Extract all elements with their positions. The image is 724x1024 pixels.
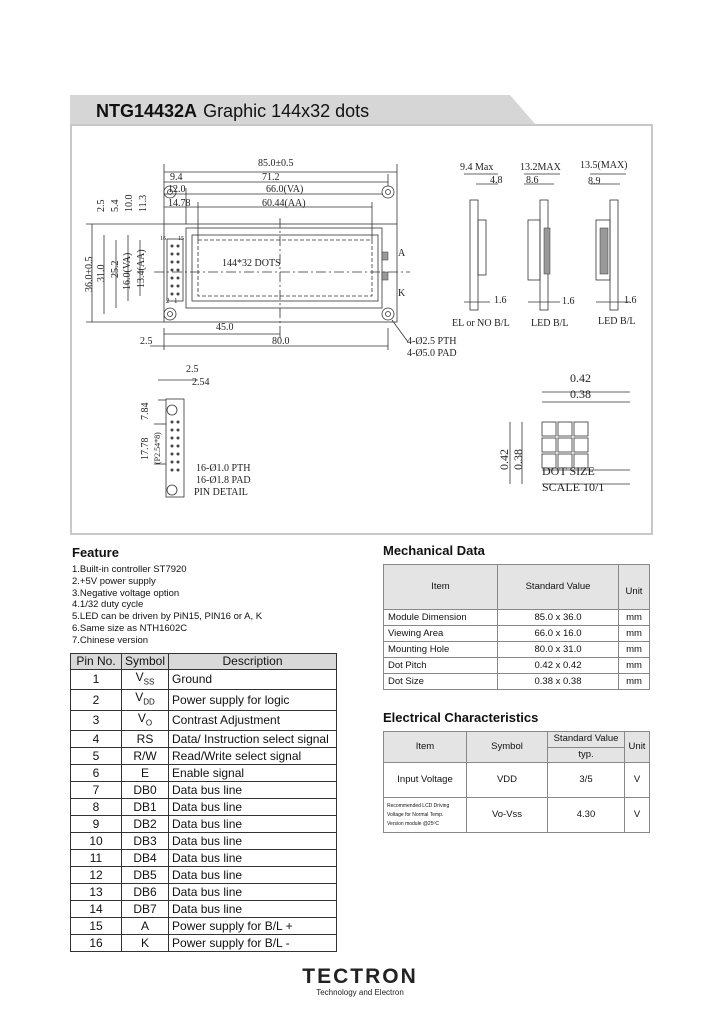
pin-number-cell: 4 [71, 731, 122, 748]
elec-symbol-header: Symbol [467, 732, 548, 763]
side1-bottom: 1.6 [494, 295, 507, 306]
pin-symbol: DB6 [133, 884, 157, 899]
pin-number-cell: 10 [71, 833, 122, 850]
pin-symbol: R/W [133, 748, 157, 763]
pin-table [70, 653, 337, 952]
pin-symbol-cell [122, 799, 169, 816]
pin-symbol: E [141, 765, 150, 780]
brand-logo [290, 966, 430, 997]
mech-value-cell: 80.0 x 31.0 [498, 642, 619, 658]
side1-max: 9.4 Max [460, 162, 494, 173]
pin-symbol-cell [122, 833, 169, 850]
mechanical-table [383, 564, 650, 690]
elec-unit-cell: V [625, 798, 650, 833]
pin-description-cell: Read/Write select signal [169, 748, 337, 765]
pin-symbol-cell [122, 918, 169, 935]
side3-sub: 8.9 [588, 176, 601, 187]
mech-value-cell: 0.42 x 0.42 [498, 658, 619, 674]
pin-table-header [71, 654, 337, 670]
mech-item-cell: Mounting Hole [384, 642, 498, 658]
mechanical-table-body [384, 610, 650, 690]
pin-number-cell: 6 [71, 765, 122, 782]
pin-detail-dim-b: 2.54 [192, 377, 210, 388]
table-row [71, 901, 337, 918]
pin-symbol-subscript: O [145, 718, 153, 728]
side2-max: 13.2MAX [520, 162, 561, 173]
mech-value-cell: 66.0 x 16.0 [498, 626, 619, 642]
elec-typ-header: typ. [548, 747, 625, 763]
table-row [384, 798, 650, 833]
pin-number-cell: 9 [71, 816, 122, 833]
feature-item: 3.Negative voltage option [72, 587, 180, 599]
pin-number-cell: 7 [71, 782, 122, 799]
elec-symbol-cell: VDD [467, 763, 548, 798]
pin-symbol-cell [122, 690, 169, 710]
pin-symbol-cell [122, 935, 169, 952]
table-row [71, 782, 337, 799]
pin-description-cell: Power supply for B/L + [169, 918, 337, 935]
table-row [71, 710, 337, 730]
pin-label-1: 1 [174, 297, 178, 305]
mech-unit-cell: mm [619, 610, 650, 626]
feature-item: 2.+5V power supply [72, 575, 156, 587]
pin-description-cell: Data bus line [169, 850, 337, 867]
pin-number-cell: 16 [71, 935, 122, 952]
pin-detail-dim-e: (P2.54*8) [153, 432, 162, 464]
viewing-area [192, 235, 378, 301]
pin-description-cell: Contrast Adjustment [169, 710, 337, 730]
pin-description-cell: Ground [169, 670, 337, 690]
pin-description-cell: Data/ Instruction select signal [169, 731, 337, 748]
mech-unit-cell: mm [619, 674, 650, 690]
pin-label-15: 15 [178, 236, 184, 242]
holes-pad: 4-Ø5.0 PAD [407, 348, 457, 359]
table-row [71, 867, 337, 884]
pin-no-header: Pin No. [71, 654, 122, 670]
pin-description-cell: Data bus line [169, 833, 337, 850]
pin-symbol: V [137, 710, 146, 725]
pin-symbol: DB0 [133, 782, 157, 797]
model-name: NTG14432A [96, 101, 198, 121]
feature-item: 7.Chinese version [72, 634, 149, 646]
feature-item: 1.Built-in controller ST7920 [72, 564, 187, 575]
pin-description-cell: Data bus line [169, 884, 337, 901]
pin-number-cell: 8 [71, 799, 122, 816]
dot-size-caption: DOT SIZE [542, 464, 595, 478]
mech-unit-header: Unit [619, 565, 650, 610]
pin-symbol-cell [122, 765, 169, 782]
side1-caption: EL or NO B/L [452, 318, 510, 329]
electrical-heading: Electrical Characteristics [383, 710, 539, 725]
side2-caption: LED B/L [531, 318, 569, 329]
pin-detail-dim-d: 17.78 [140, 437, 151, 460]
mech-item-header: Item [384, 565, 498, 610]
table-row [384, 763, 650, 798]
elec-item-cell [384, 798, 467, 833]
pcb-outline [164, 224, 397, 322]
table-row [71, 918, 337, 935]
dim-va-width: 66.0(VA) [266, 184, 304, 195]
brand-tagline: Technology and Electron [316, 988, 404, 997]
pin-symbol-cell [122, 901, 169, 918]
pin-symbol: DB4 [133, 850, 157, 865]
table-row [71, 833, 337, 850]
pin-symbol: K [141, 935, 150, 950]
model-subtitle: Graphic 144x32 dots [203, 101, 370, 121]
pin-table-body [71, 670, 337, 952]
elec-unit-cell: V [625, 763, 650, 798]
mech-item-cell: Dot Pitch [384, 658, 498, 674]
mech-value-header: Standard Value [498, 565, 619, 610]
pin-symbol-cell [122, 670, 169, 690]
side1-sub: 4.8 [490, 175, 503, 186]
mech-value-cell: 0.38 x 0.38 [498, 674, 619, 690]
elec-item-line: Recommended LCD Driving [387, 802, 450, 809]
pin-symbol-cell [122, 816, 169, 833]
pin-number-cell: 14 [71, 901, 122, 918]
page-title [96, 100, 369, 122]
dim-top-b: 5.4 [110, 199, 121, 212]
table-row [71, 731, 337, 748]
pin-symbol-subscript: SS [143, 677, 155, 687]
mech-unit-cell: mm [619, 642, 650, 658]
electrical-table [383, 731, 650, 833]
dot-dim-left2: 0.38 [511, 449, 525, 470]
electrical-header-row-1 [384, 732, 650, 748]
dot-scale-caption: SCALE 10/1 [542, 480, 605, 494]
pin-description-cell: Data bus line [169, 816, 337, 833]
side2-bottom: 1.6 [562, 296, 575, 307]
dim-hole-vpitch: 31.0 [96, 264, 107, 282]
table-row [71, 799, 337, 816]
pin-symbol: DB1 [133, 799, 157, 814]
dot-dim-top1: 0.42 [570, 371, 591, 385]
dim-aa-height: 13.4(AA) [136, 249, 147, 288]
pin-description-cell: Enable signal [169, 765, 337, 782]
table-row [384, 626, 650, 642]
pin-detail-pth: 16-Ø1.0 PTH [196, 463, 251, 474]
display-label: 144*32 DOTS [222, 258, 281, 269]
pin-description-cell: Data bus line [169, 867, 337, 884]
pin-description-cell: Power supply for B/L - [169, 935, 337, 952]
side3-bottom: 1.6 [624, 295, 637, 306]
elec-symbol-cell: Vo-Vss [467, 798, 548, 833]
dim-bezel-height: 25.2 [110, 260, 121, 278]
pin-symbol-subscript: DD [143, 697, 155, 707]
pin-symbol: DB3 [133, 833, 157, 848]
pin-detail-pad: 16-Ø1.8 PAD [196, 475, 251, 486]
pin-label-2: 2 [166, 297, 170, 305]
pin-symbol: DB5 [133, 867, 157, 882]
pin-detail-dim-c: 7.84 [140, 402, 151, 420]
table-row [71, 850, 337, 867]
label-cathode: K [398, 288, 406, 299]
pin-symbol-cell [122, 710, 169, 730]
table-row [71, 935, 337, 952]
table-row [384, 610, 650, 626]
table-row [71, 884, 337, 901]
pin-number-cell: 12 [71, 867, 122, 884]
feature-item: 5.LED can be driven by PiN15, PIN16 or A, K [72, 611, 263, 623]
table-row [384, 658, 650, 674]
dim-va-height: 16.0(VA) [122, 252, 133, 290]
pin-number-cell: 15 [71, 918, 122, 935]
elec-item-cell: Input Voltage [384, 763, 467, 798]
dot-dim-left1: 0.42 [497, 449, 511, 470]
dim-bezel-width: 71.2 [262, 172, 280, 183]
mech-value-cell: 85.0 x 36.0 [498, 610, 619, 626]
elec-value-cell: 4.30 [548, 798, 625, 833]
dot-dim-top2: 0.38 [570, 387, 591, 401]
elec-item-line: Voltage for Normal Temp. [387, 811, 444, 818]
pin-symbol-cell [122, 782, 169, 799]
pin-symbol-cell [122, 731, 169, 748]
table-row [71, 670, 337, 690]
pin-description-cell: Data bus line [169, 901, 337, 918]
pin-number-cell: 3 [71, 710, 122, 730]
table-row [71, 748, 337, 765]
pin-detail-caption: PIN DETAIL [194, 487, 248, 498]
pin-detail-dim-a: 2.5 [186, 364, 199, 375]
mech-item-cell: Viewing Area [384, 626, 498, 642]
label-anode: A [398, 248, 406, 259]
feature-list [72, 564, 262, 647]
pin-description-cell: Data bus line [169, 799, 337, 816]
dim-edge-offset: 2.5 [140, 336, 153, 347]
pin-number-cell: 11 [71, 850, 122, 867]
dim-top-d: 11.3 [138, 194, 149, 212]
dim-overall-width: 85.0±0.5 [258, 158, 294, 169]
mech-item-cell: Module Dimension [384, 610, 498, 626]
pin-symbol: DB2 [133, 816, 157, 831]
pin-number-cell: 1 [71, 670, 122, 690]
elec-std-header: Standard Value [548, 732, 625, 748]
mech-item-cell: Dot Size [384, 674, 498, 690]
pin-symbol-cell [122, 850, 169, 867]
table-row [384, 642, 650, 658]
dim-hole-pitch: 80.0 [272, 336, 290, 347]
pin-symbol-cell [122, 884, 169, 901]
pin-symbol-cell [122, 748, 169, 765]
mechanical-table-header [384, 565, 650, 610]
pin-symbol-cell [122, 867, 169, 884]
pin-symbol: V [135, 690, 144, 705]
dim-overall-height: 36.0±0.5 [84, 256, 95, 292]
elec-item-header: Item [384, 732, 467, 763]
holes-pth: 4-Ø2.5 PTH [407, 336, 457, 347]
pin-description-cell: Power supply for logic [169, 690, 337, 710]
pin-symbol: A [141, 918, 150, 933]
feature-heading: Feature [72, 545, 119, 560]
side3-max: 13.5(MAX) [580, 160, 628, 171]
pin-number-cell: 5 [71, 748, 122, 765]
elec-unit-header: Unit [625, 732, 650, 763]
dim-pin-offset: 45.0 [216, 322, 234, 333]
dim-top-a: 2.5 [96, 199, 107, 212]
elec-item-line: Version module @25ºC [387, 820, 439, 827]
dim-hole-offset: 9.4 [170, 172, 183, 183]
dim-top-c: 10.0 [124, 194, 135, 212]
pin-description-cell: Data bus line [169, 782, 337, 799]
pin-number-cell: 13 [71, 884, 122, 901]
side3-caption: LED B/L [598, 316, 636, 327]
dim-aa-width: 60.44(AA) [262, 198, 306, 209]
pin-label-16: 16 [160, 236, 166, 242]
dim-aa-offset: 14.78 [168, 198, 191, 209]
pin-symbol: RS [136, 731, 154, 746]
pin-symbol: V [135, 670, 144, 684]
feature-item: 4.1/32 duty cycle [72, 599, 144, 611]
side2-sub: 8.6 [526, 175, 539, 186]
mech-unit-cell: mm [619, 658, 650, 674]
dim-va-offset: 12.0 [168, 184, 186, 195]
brand-name: TECTRON [302, 965, 418, 988]
pin-number-cell: 2 [71, 690, 122, 710]
mechanical-heading: Mechanical Data [383, 543, 485, 558]
description-header: Description [169, 654, 337, 670]
table-row [71, 816, 337, 833]
mech-unit-cell: mm [619, 626, 650, 642]
pin-symbol: DB7 [133, 901, 157, 916]
elec-value-cell: 3/5 [548, 763, 625, 798]
table-row [71, 765, 337, 782]
feature-item: 6.Same size as NTH1602C [72, 622, 188, 634]
table-row [384, 674, 650, 690]
symbol-header: Symbol [122, 654, 169, 670]
table-row [71, 690, 337, 710]
